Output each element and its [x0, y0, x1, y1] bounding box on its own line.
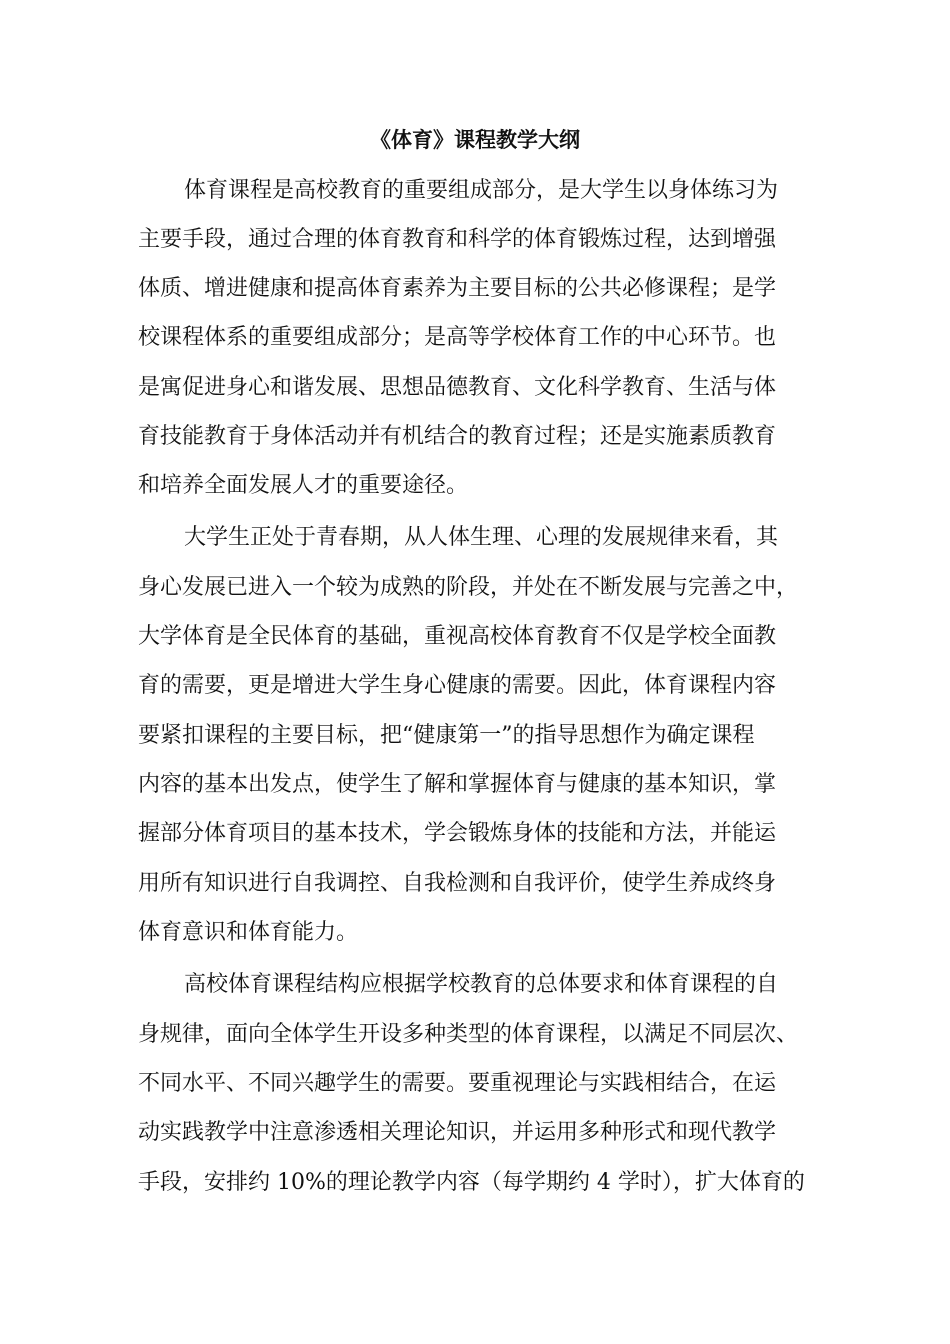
paragraph-2-line-8: 用所有知识进行自我调控、自我检测和自我评价，使学生养成终身 — [138, 871, 777, 896]
paragraph-2-line-9: 体育意识和体育能力。 — [138, 920, 359, 945]
paragraph-1-line-4: 校课程体系的重要组成部分；是高等学校体育工作的中心环节。也 — [138, 325, 777, 350]
paragraph-1-line-6: 育技能教育于身体活动并有机结合的教育过程；还是实施素质教育 — [138, 424, 777, 449]
paragraph-1-line-7: 和培养全面发展人才的重要途径。 — [138, 473, 469, 498]
document-title: 《体育》课程教学大纲 — [370, 127, 580, 152]
paragraph-2-line-5: 要紧扣课程的主要目标，把“健康第一”的指导思想作为确定课程 — [138, 723, 755, 748]
paragraph-1-line-5: 是寓促进身心和谐发展、思想品德教育、文化科学教育、生活与体 — [138, 375, 777, 400]
paragraph-2-line-1: 大学生正处于青春期，从人体生理、心理的发展规律来看，其 — [184, 525, 779, 550]
paragraph-3-line-1: 高校体育课程结构应根据学校教育的总体要求和体育课程的自 — [184, 972, 779, 997]
paragraph-2-line-6: 内容的基本出发点，使学生了解和掌握体育与健康的基本知识，掌 — [138, 772, 777, 797]
paragraph-2-line-7: 握部分体育项目的基本技术，学会锻炼身体的技能和方法，并能运 — [138, 821, 777, 846]
paragraph-3-line-2: 身规律，面向全体学生开设多种类型的体育课程，以满足不同层次、 — [138, 1022, 799, 1047]
paragraph-1-line-1: 体育课程是高校教育的重要组成部分，是大学生以身体练习为 — [184, 178, 779, 203]
paragraph-1-line-3: 体质、增进健康和提高体育素养为主要目标的公共必修课程；是学 — [138, 276, 777, 301]
paragraph-3-line-5: 手段，安排约 10%的理论教学内容（每学期约 4 学时），扩大体育的 — [138, 1170, 805, 1195]
paragraph-2-line-2: 身心发展已进入一个较为成熟的阶段，并处在不断发展与完善之中， — [138, 575, 799, 600]
paragraph-2-line-4: 育的需要，更是增进大学生身心健康的需要。因此，体育课程内容 — [138, 673, 777, 698]
paragraph-3-line-3: 不同水平、不同兴趣学生的需要。要重视理论与实践相结合，在运 — [138, 1071, 777, 1096]
paragraph-1-line-2: 主要手段，通过合理的体育教育和科学的体育锻炼过程，达到增强 — [138, 227, 777, 252]
paragraph-3-line-4: 动实践教学中注意渗透相关理论知识，并运用多种形式和现代教学 — [138, 1120, 777, 1145]
paragraph-2-line-3: 大学体育是全民体育的基础，重视高校体育教育不仅是学校全面教 — [138, 624, 777, 649]
